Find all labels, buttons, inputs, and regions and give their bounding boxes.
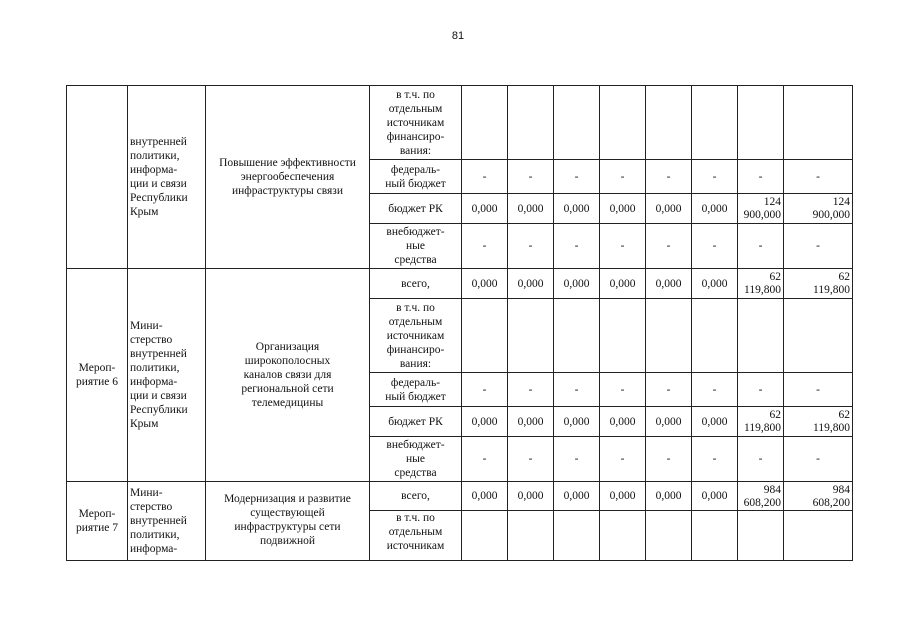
- value-cell: -: [508, 373, 554, 407]
- source-label: всего,: [370, 269, 462, 299]
- value-cell: 0,000: [646, 407, 692, 437]
- value-cell: -: [554, 373, 600, 407]
- value-cell: -: [600, 373, 646, 407]
- value-cell: -: [508, 437, 554, 482]
- value-cell: -: [784, 160, 853, 194]
- source-label: федераль- ный бюджет: [370, 373, 462, 407]
- value-cell: 62 119,800: [738, 269, 784, 299]
- source-label: федераль- ный бюджет: [370, 160, 462, 194]
- source-label: в т.ч. по отдельным источникам: [370, 511, 462, 561]
- source-label: внебюджет- ные средства: [370, 437, 462, 482]
- value-cell: -: [554, 437, 600, 482]
- value-cell: 984 608,200: [784, 482, 853, 511]
- value-cell: -: [462, 437, 508, 482]
- value-cell: 62 119,800: [784, 269, 853, 299]
- value-cell: -: [462, 160, 508, 194]
- source-label: бюджет РК: [370, 194, 462, 224]
- value-cell: 62 119,800: [784, 407, 853, 437]
- measure-name-cell: Повышение эффективности энергообеспечения инфраструктуры связи: [206, 86, 370, 269]
- value-cell: 0,000: [554, 269, 600, 299]
- table-row: [67, 86, 853, 160]
- value-cell: -: [784, 224, 853, 269]
- value-cell: -: [784, 437, 853, 482]
- responsible-cell: Мини- стерство внутренней политики, информа- ции и связи Республики Крым: [128, 269, 206, 482]
- value-cell: -: [738, 224, 784, 269]
- measure-number-cell: [67, 86, 128, 269]
- value-cell: -: [462, 373, 508, 407]
- value-cell: 0,000: [600, 269, 646, 299]
- value-cell: -: [600, 224, 646, 269]
- value-cell: -: [646, 160, 692, 194]
- value-cell: 0,000: [600, 482, 646, 511]
- value-cell: 0,000: [692, 407, 738, 437]
- value-cell: 0,000: [692, 269, 738, 299]
- measure-name-cell: Организация широкополосных каналов связи для региональной сети телемедицины: [206, 269, 370, 482]
- measure-number-cell: Мероп- риятие 7: [67, 482, 128, 561]
- value-cell: 0,000: [462, 269, 508, 299]
- responsible-cell: Мини- стерство внутренней политики, информа-: [128, 482, 206, 561]
- value-cell: 0,000: [462, 482, 508, 511]
- value-cell: 124 900,000: [738, 194, 784, 224]
- value-cell: -: [784, 373, 853, 407]
- value-cell: 0,000: [554, 194, 600, 224]
- responsible-cell: внутренней политики, информа- ции и связи Республики Крым: [128, 86, 206, 269]
- value-cell: 0,000: [646, 194, 692, 224]
- value-cell: -: [554, 224, 600, 269]
- table-row: [67, 482, 853, 511]
- value-cell: 0,000: [646, 269, 692, 299]
- value-cell: -: [646, 224, 692, 269]
- budget-table: [66, 85, 853, 561]
- value-cell: 0,000: [554, 407, 600, 437]
- value-cell: -: [462, 224, 508, 269]
- value-cell: 0,000: [508, 194, 554, 224]
- value-cell: -: [646, 373, 692, 407]
- value-cell: 0,000: [646, 482, 692, 511]
- value-cell: -: [692, 437, 738, 482]
- source-label: внебюджет- ные средства: [370, 224, 462, 269]
- value-cell: -: [554, 160, 600, 194]
- value-cell: -: [738, 437, 784, 482]
- value-cell: -: [600, 437, 646, 482]
- source-label: в т.ч. по отдельным источникам финансиро- вания:: [370, 299, 462, 373]
- value-cell: 0,000: [462, 194, 508, 224]
- value-cell: 0,000: [508, 482, 554, 511]
- value-cell: -: [508, 160, 554, 194]
- value-cell: 0,000: [692, 194, 738, 224]
- page-number: 81: [451, 30, 465, 42]
- value-cell: -: [508, 224, 554, 269]
- value-cell: 124 900,000: [784, 194, 853, 224]
- value-cell: 0,000: [600, 407, 646, 437]
- value-cell: 0,000: [508, 407, 554, 437]
- value-cell: -: [692, 373, 738, 407]
- value-cell: 984 608,200: [738, 482, 784, 511]
- value-cell: -: [738, 373, 784, 407]
- value-cell: -: [600, 160, 646, 194]
- value-cell: 0,000: [692, 482, 738, 511]
- value-cell: -: [738, 160, 784, 194]
- value-cell: -: [692, 224, 738, 269]
- source-label: всего,: [370, 482, 462, 511]
- measure-name-cell: Модернизация и развитие существующей инфраструктуры сети подвижной: [206, 482, 370, 561]
- value-cell: -: [692, 160, 738, 194]
- value-cell: -: [646, 437, 692, 482]
- measure-number-cell: Мероп- риятие 6: [67, 269, 128, 482]
- value-cell: 0,000: [508, 269, 554, 299]
- value-cell: 0,000: [600, 194, 646, 224]
- source-label: бюджет РК: [370, 407, 462, 437]
- table-row: [67, 269, 853, 299]
- value-cell: 0,000: [554, 482, 600, 511]
- value-cell: 0,000: [462, 407, 508, 437]
- value-cell: 62 119,800: [738, 407, 784, 437]
- source-label: в т.ч. по отдельным источникам финансиро- вания:: [370, 86, 462, 160]
